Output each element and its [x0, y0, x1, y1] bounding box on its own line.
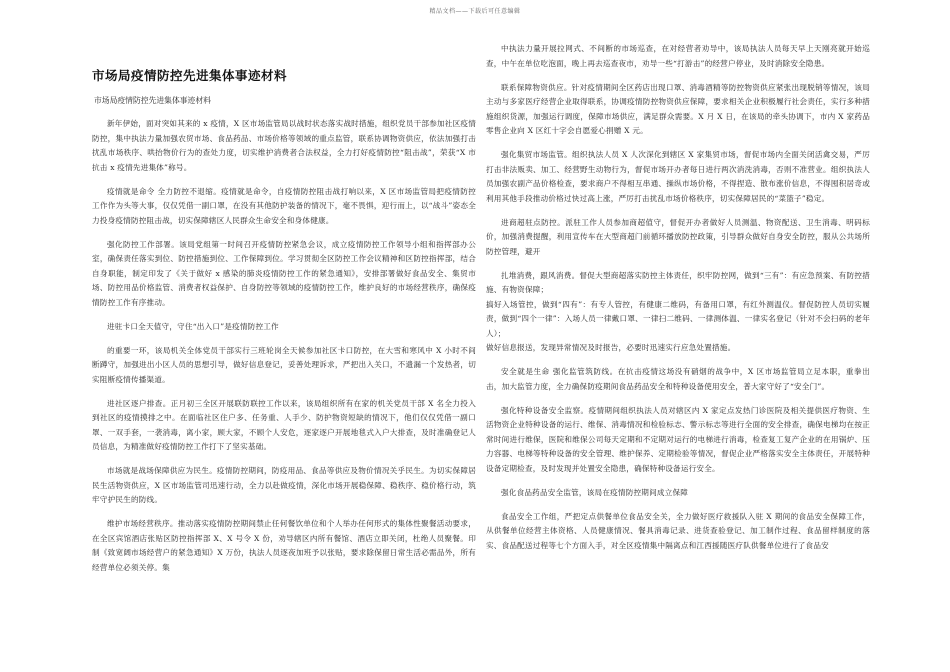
paragraph: 疫情就是命令 全力防控不退缩。疫情就是命令，自疫情防控阻击战打响以来，X 区市场监管局把疫情防控工作作为头等大事，仅仅凭借一副口罩，在没有其他防护装备的情况下，毫不畏惧，迎行而上，以“战斗”姿态全力投身疫情防控阻击战，切实保障辖区人民群众生命安全和身体健康。	[92, 186, 476, 225]
paragraph: 扎堆消费，跟风消费。督促大型商超落实防控主体责任，织牢防控网，做到“三有”：有应急预案、有防控措施、有物资保障；	[486, 270, 870, 294]
paragraph: 强化防控工作部署。该局党组第一时间召开疫情防控紧急会议，成立疫情防控工作领导小组和指挥部办公室，确保责任落实到位、防控措施到位、工作保障到位。学习贯彻全区防控工作会议精神和区防控指挥部，结合自身职能，制定印发了《关于做好 x 感染的肺炎疫情防控工作的紧急通知》，安排部署做好食品安全、集贸市场、防控用品价格监管、消费者权益保护、自身防控等领域的疫情防控工作，维护良好的市场经营秩序，确保疫情防控工作有序推动。	[92, 239, 476, 307]
paragraph: 强化集贸市场监管。组织执法人员 X 人次深化到辖区 X 家集贸市场，督促市场内全面关闭活禽交易，严厉打击非法贩卖、加工、经营野生动物行为，督促市场开办者每日进行两次消洗消毒，否则不准营业。组织执法人员加强农副产品价格检查，要求商户不得相互串通、操纵市场价格，不得捏造、散布涨价信息，不得囤积居奇或利用其他手段推动价格过快过高上涨，严厉打击扰乱市场价格秩序，切实保障居民的“菜篮子”稳定。	[486, 150, 870, 203]
document-title: 市场局疫情防控先进集体事迹材料	[92, 68, 288, 83]
paragraph: 新年伊始，面对突如其来的 x 疫情，X 区市场监管局以战时状态落实战时措施，组织党员干部参加社区疫情防控，集中执法力量加强农贸市场、食品药品、市场价格等领域的重点监管，联系协调物资供应，依法加强打击扰乱市场秩序、哄抬物价行为的查处力度，切实维护消费者合法权益，全力打好疫情防控“阻击战”，荣获“X 市抗击 x 疫情先进集体”称号。	[92, 119, 476, 172]
paragraph: 进驻卡口全天值守，守住“出入口”是疫情防控工作	[107, 321, 279, 331]
paragraph: 市场就是战场保障供应为民生。疫情防控期间，防疫用品、食品等供应及物价情况关乎民生。为切实保障居民生活物资供应，X 区市场监管司迅速行动，全力以赴做疫情，深化市场开展稳保障、稳秩序、稳价格行动，筑牢守护民生的防线。	[92, 466, 476, 504]
paragraph: 搞好入场管控，做到“四有”：有专人管控，有健康二维码，有备用口罩，有红外测温仪。督促防控人员切实履责，做到“四个一律”：入场人员一律戴口罩、一律扫二维码、一律测体温、一律实名登记（针对不会扫码的老年人）；	[486, 299, 870, 338]
paragraph: 的重要一环，该局机关全体党员干部实行三班轮岗全天候参加社区卡口防控，在大雪和寒风中 X 小时不间断蹲守，加强进出小区人员的思想引导，做好信息登记，妥善处理诉求，严把出入关口，不遗漏一个发热者，切实阻断疫情传播渠道。	[92, 345, 476, 384]
paragraph: 进商超驻点防控。派驻工作人员参加商超值守，督促开办者做好人员测温、物资配送、卫生消毒、明码标价，加强消费提醒，利用宣传车在大型商超门前循环播放防控政策，引导群众做好自身安全防控，服从公共场所防控管理，避开	[486, 217, 870, 256]
page-header: 精品文档——下载后可任意编辑	[429, 8, 521, 15]
paragraph: 进社区逐户排查。正月初三全区开展联防联控工作以来，该局组织所有在家的机关党员干部 X 名全力投入到社区的疫情摸排之中。在面临社区住户多、任务重、人手少、防护物资短缺的情况下，他们仅仅凭借一副口罩、一双手套，一袭消毒，离小家，顾大家，不顾个人安危，逐家逐户开展地毯式入户大排查，及时准确登记人员信息，为精准做好疫情防控工作打下了坚实基础。	[92, 398, 476, 451]
paragraph: 安全就是生命 强化监管筑防线。在抗击疫情这场没有硝烟的战争中，X 区市场监管局立足本职，重拳出击，加大监管力度，全力确保防疫期间食品药品安全和特种设备使用安全，普大家守好了“安全门”。	[486, 367, 870, 391]
paragraph: 联系保障物资供应。针对疫情期间全区药店出现口罩、消毒酒精等防控物资供应紧张出现脱销等情况，该局主动与多家医疗经营企业取得联系，协调疫情防控物资供应保障，要求相关企业积极履行社会责任，实行多种措施组织货源，加强运行调度，保障市场供应，满足群众需要。X 月 X 日，在该局的牵头协调下，市内 X 家药品零售企业向 X 区红十字会自愿爱心捐赠 X 元。	[486, 82, 870, 135]
paragraph: 中执法力量开展拉网式、不间断的市场巡查，在对经营者劝导中，该局执法人员每天早上天刚亮就开始巡查，中午在单位吃泡面，晚上再去巡查夜市，劝导一些“打游击”的经营户停业，及时消除安全隐患。	[486, 44, 870, 68]
left-column	[92, 66, 476, 666]
paragraph: 强化特种设备安全监察。疫情期间组织执法人员对辖区内 X 家定点发热门诊医院及相关提供医疗物资、生活物资企业特种设备的运行、维保、消毒情况和检验标志、警示标志等进行全面的安全排查，确保电梯均在按正常时间进行维保，医院和维保公司每天定期和不定期对运行的电梯进行消毒，检查复工复产企业的在用锅炉、压力容器、电梯等特种设备的安全管理、维护保养、定期检验等情况，督促企业严格落实安全主体责任，开展特种设备定期检查，及时发现并处置安全隐患，确保特种设备运行安全。	[486, 405, 870, 473]
paragraph: 做好信息报送，发现异常情况及时报告，必要时迅速实行应急处置措施。	[486, 343, 736, 352]
paragraph: 食品安全工作组，严把定点供餐单位食品安全关，全力做好医疗救援队入驻 X 期间的食品安全保障工作，从供餐单位经营主体资格、人员健康情况、餐具消毒记录、进货查验登记、加工制作过程、食品留样制度的落实、食品配送过程等七个方面入手，对全区疫情集中隔离点和江西援随医疗队供餐单位进行了食品安	[486, 511, 870, 550]
document-subtitle: 市场局疫情防控先进集体事迹材料	[94, 96, 211, 105]
paragraph: 维护市场经营秩序。推动落实疫情防控期间禁止任何餐饮单位和个人举办任何形式的集体性聚餐活动要求，在全区宾馆酒店张贴区防控指挥部 X、X 号令 X 份，劝导辖区内所有餐馆、酒店立即关闭，杜绝人员聚餐。印制《致宽阔市场经营户的紧急通知》X 万份，执法人员逐夜加班予以张贴，要求除保留日常生活必需品外，所有经营单位必须关停。集	[92, 519, 476, 572]
paragraph: 强化食品药品安全监管，该局在疫情防控期间成立保障	[501, 487, 689, 497]
right-column	[486, 42, 870, 666]
